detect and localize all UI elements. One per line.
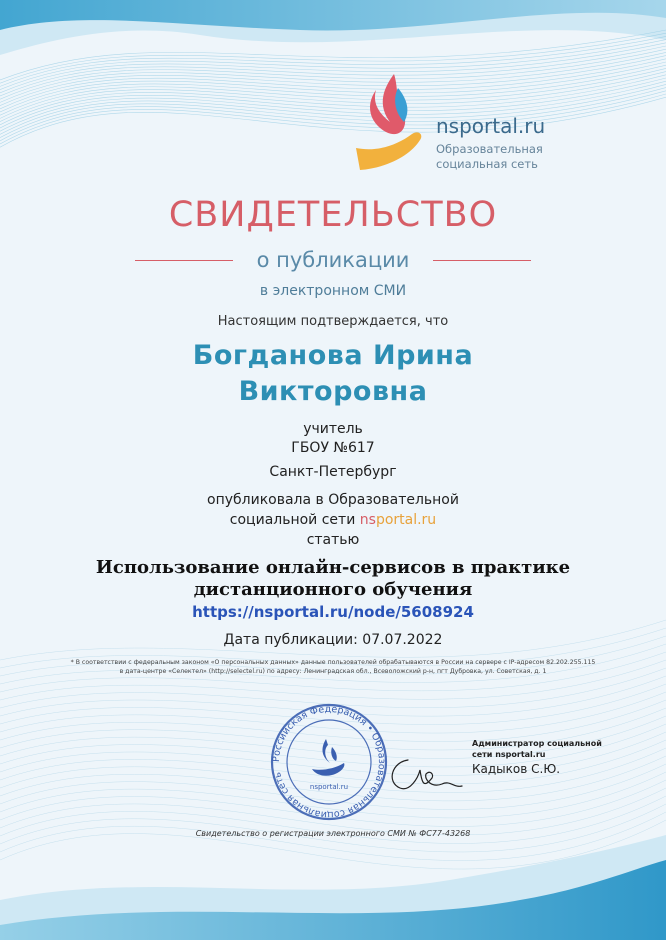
recipient-name [120, 338, 546, 410]
nsportal-logo [352, 70, 552, 180]
certificate-title: СВИДЕТЕЛЬСТВО [168, 195, 498, 235]
flame-logo-icon [352, 70, 430, 174]
logo-tagline [436, 142, 566, 172]
certificate-subtitle-media: в электронном СМИ [259, 283, 407, 299]
admin-title-line1: Администратор социальной [472, 739, 602, 748]
article-link[interactable]: https://nsportal.ru/node/5608924 [192, 603, 474, 621]
official-stamp-icon [262, 703, 396, 821]
published-line2-text: социальной сети [229, 512, 356, 528]
recipient-name-line2: Викторовна [238, 376, 428, 407]
certificate-subtitle: о публикации [256, 248, 410, 272]
article-word: статью [306, 532, 360, 548]
subtitle-rule-right [433, 260, 531, 261]
recipient-city: Санкт-Петербург [269, 464, 397, 480]
registration-text: Свидетельство о регистрации электронного СМИ № ФС77-43268 [195, 829, 471, 838]
published-line1: опубликовала в Образовательной [207, 492, 459, 508]
brand-inline [360, 512, 436, 528]
admin-title-line2: сети nsportal.ru [472, 750, 546, 759]
logo-tagline-line1: Образовательная [436, 142, 543, 156]
admin-name: Кадыков С.Ю. [472, 762, 561, 776]
privacy-footnote: * В соответствии с федеральным законом «О персональных данных» данные пользователей обрабатываются в России на сервере с IP-адресом 82.202.255.115 в дата-центре «Селектел» (http://selectel.ru) по адресу: Ленинградская обл., Всеволожский р-н, пгт Дубровка, ул. Советская, д. 1 [70, 659, 596, 675]
recipient-school: ГБОУ №617 [291, 440, 375, 456]
logo-name: nsportal.ru [436, 114, 546, 138]
publication-date: Дата публикации: 07.07.2022 [223, 632, 443, 648]
brand-rest: portal.ru [375, 512, 437, 528]
recipient-position: учитель [303, 421, 363, 437]
published-line2 [0, 512, 666, 528]
article-title: Использование онлайн-сервисов в практике дистанционного обучения [95, 557, 571, 600]
recipient-name-line1: Богданова Ирина [192, 340, 474, 371]
signature-icon [380, 748, 470, 798]
stamp-ring-text: Российская Федерация • Образовательная социальная сеть [270, 703, 388, 821]
brand-ns: ns [359, 512, 376, 528]
logo-tagline-line2: социальная сеть [436, 157, 538, 171]
stamp-logo-text: nsportal.ru [309, 783, 349, 791]
confirm-text: Настоящим подтверждается, что [217, 314, 449, 329]
subtitle-row [135, 248, 531, 272]
admin-title [472, 738, 652, 760]
